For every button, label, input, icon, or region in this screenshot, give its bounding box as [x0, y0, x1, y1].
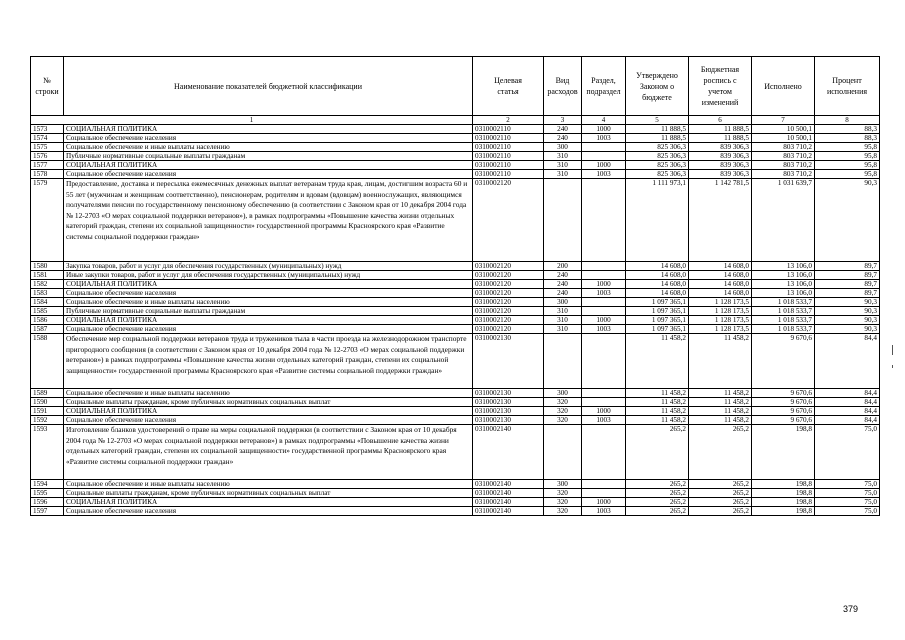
row-number: 1596 [31, 498, 64, 507]
indicator-name: Социальное обеспечение населения [64, 507, 473, 516]
table-row [31, 152, 880, 161]
header-row-number: № строки [31, 57, 64, 116]
row-number: 1589 [31, 389, 64, 398]
section-code: 1000 [582, 316, 626, 325]
executed-amount: 10 500,1 [752, 125, 815, 134]
edge-mark [892, 365, 893, 368]
execution-percent: 95,8 [815, 143, 880, 152]
plan-amount: 1 128 173,5 [689, 316, 752, 325]
expense-kind: 320 [544, 416, 582, 425]
execution-percent: 75,0 [815, 507, 880, 516]
target-article: 0310002110 [473, 134, 544, 143]
table-row [31, 271, 880, 280]
table-row [31, 416, 880, 425]
execution-percent: 89,7 [815, 280, 880, 289]
row-number: 1577 [31, 161, 64, 170]
table-header [31, 57, 880, 125]
plan-amount: 839 306,3 [689, 161, 752, 170]
header-section: Раздел, подраздел [582, 57, 626, 116]
plan-amount: 1 128 173,5 [689, 298, 752, 307]
executed-amount: 198,8 [752, 498, 815, 507]
header-indicator-name: Наименование показателей бюджетной классификации [64, 57, 473, 116]
budget-table [30, 56, 880, 516]
approved-amount: 11 888,5 [626, 125, 689, 134]
executed-amount: 803 710,2 [752, 170, 815, 179]
plan-amount: 265,2 [689, 425, 752, 480]
target-article: 0310002130 [473, 398, 544, 407]
executed-amount: 9 670,6 [752, 389, 815, 398]
section-code: 1003 [582, 416, 626, 425]
indicator-name: Социальное обеспечение населения [64, 170, 473, 179]
approved-amount: 265,2 [626, 425, 689, 480]
approved-amount: 265,2 [626, 507, 689, 516]
indicator-name: СОЦИАЛЬНАЯ ПОЛИТИКА [64, 316, 473, 325]
expense-kind: 300 [544, 143, 582, 152]
approved-amount: 265,2 [626, 480, 689, 489]
execution-percent: 89,7 [815, 271, 880, 280]
table-row [31, 143, 880, 152]
execution-percent: 75,0 [815, 489, 880, 498]
section-code: 1000 [582, 498, 626, 507]
executed-amount: 13 106,0 [752, 271, 815, 280]
expense-kind: 320 [544, 489, 582, 498]
section-code [582, 307, 626, 316]
header-executed: Исполнено [752, 57, 815, 116]
section-code [582, 143, 626, 152]
plan-amount: 265,2 [689, 498, 752, 507]
approved-amount: 1 097 365,1 [626, 298, 689, 307]
indicator-name: Социальные выплаты гражданам, кроме публичных нормативных социальных выплат [64, 398, 473, 407]
table-row [31, 507, 880, 516]
column-number: 1 [31, 116, 473, 125]
plan-amount: 265,2 [689, 480, 752, 489]
indicator-name: Закупка товаров, работ и услуг для обеспечения государственных (муниципальных) нужд [64, 262, 473, 271]
plan-amount: 11 458,2 [689, 398, 752, 407]
target-article: 0310002130 [473, 416, 544, 425]
section-code: 1000 [582, 125, 626, 134]
row-number: 1585 [31, 307, 64, 316]
indicator-name: Социальное обеспечение и иные выплаты населению [64, 298, 473, 307]
target-article: 0310002130 [473, 334, 544, 389]
section-code: 1003 [582, 289, 626, 298]
approved-amount: 265,2 [626, 489, 689, 498]
executed-amount: 1 018 533,7 [752, 307, 815, 316]
approved-amount: 14 608,0 [626, 271, 689, 280]
header-expense-kind: Вид расходов [544, 57, 582, 116]
indicator-name: СОЦИАЛЬНАЯ ПОЛИТИКА [64, 498, 473, 507]
plan-amount: 839 306,3 [689, 152, 752, 161]
plan-amount: 14 608,0 [689, 262, 752, 271]
execution-percent: 90,3 [815, 325, 880, 334]
approved-amount: 14 608,0 [626, 289, 689, 298]
target-article: 0310002140 [473, 489, 544, 498]
executed-amount: 10 500,1 [752, 134, 815, 143]
execution-percent: 95,8 [815, 152, 880, 161]
executed-amount: 803 710,2 [752, 161, 815, 170]
approved-amount: 11 888,5 [626, 134, 689, 143]
expense-kind [544, 334, 582, 389]
indicator-name: Социальное обеспечение и иные выплаты населению [64, 143, 473, 152]
section-code [582, 489, 626, 498]
expense-kind: 320 [544, 407, 582, 416]
row-number: 1583 [31, 289, 64, 298]
page-number: 379 [843, 604, 859, 614]
table-row [31, 316, 880, 325]
section-code [582, 262, 626, 271]
table-row [31, 325, 880, 334]
row-number: 1573 [31, 125, 64, 134]
expense-kind: 310 [544, 161, 582, 170]
section-code [582, 152, 626, 161]
execution-percent: 90,3 [815, 298, 880, 307]
row-number: 1587 [31, 325, 64, 334]
row-number: 1590 [31, 398, 64, 407]
table-row [31, 134, 880, 143]
target-article: 0310002110 [473, 152, 544, 161]
approved-amount: 11 458,2 [626, 389, 689, 398]
column-number: 8 [815, 116, 880, 125]
table-row [31, 398, 880, 407]
executed-amount: 198,8 [752, 480, 815, 489]
plan-amount: 1 128 173,5 [689, 325, 752, 334]
row-number: 1592 [31, 416, 64, 425]
section-code: 1000 [582, 161, 626, 170]
expense-kind: 300 [544, 480, 582, 489]
column-number-row [31, 116, 880, 125]
approved-amount: 825 306,3 [626, 143, 689, 152]
table-row [31, 389, 880, 398]
execution-percent: 84,4 [815, 416, 880, 425]
table-row [31, 170, 880, 179]
table-row [31, 179, 880, 262]
column-number: 6 [689, 116, 752, 125]
expense-kind: 300 [544, 298, 582, 307]
table-row [31, 425, 880, 480]
execution-percent: 95,8 [815, 161, 880, 170]
executed-amount: 803 710,2 [752, 152, 815, 161]
plan-amount: 11 458,2 [689, 407, 752, 416]
header-target-article: Целевая статья [473, 57, 544, 116]
approved-amount: 11 458,2 [626, 334, 689, 389]
section-code [582, 425, 626, 480]
target-article: 0310002130 [473, 389, 544, 398]
row-number: 1597 [31, 507, 64, 516]
execution-percent: 88,3 [815, 134, 880, 143]
budget-table-page [30, 56, 879, 516]
approved-amount: 825 306,3 [626, 152, 689, 161]
table-row [31, 489, 880, 498]
plan-amount: 11 458,2 [689, 389, 752, 398]
indicator-name: СОЦИАЛЬНАЯ ПОЛИТИКА [64, 280, 473, 289]
plan-amount: 265,2 [689, 489, 752, 498]
header-approved: Утверждено Законом о бюджете [626, 57, 689, 116]
section-code: 1003 [582, 134, 626, 143]
plan-amount: 265,2 [689, 507, 752, 516]
column-number: 2 [473, 116, 544, 125]
column-number: 3 [544, 116, 582, 125]
table-row [31, 498, 880, 507]
expense-kind: 320 [544, 507, 582, 516]
execution-percent: 84,4 [815, 334, 880, 389]
indicator-name: Иные закупки товаров, работ и услуг для обеспечения государственных (муниципальных) нужд [64, 271, 473, 280]
header-budget-plan: Бюджетная роспись с учетом изменений [689, 57, 752, 116]
plan-amount: 1 142 781,5 [689, 179, 752, 262]
expense-kind: 320 [544, 498, 582, 507]
indicator-name: Обеспечение мер социальной поддержки ветеранов труда и тружеников тыла в части проезда на железнодорожном транспорте пригородного сообщения (в соответствии с Законом края от 10 декабря 2004 года № 12-2703 «О мерах социальной поддержки ветеранов») в рамках подпрограммы «Повышение качества жизни отдельных категорий граждан, степени их социальной защищенности» государственной программы Красноярского края «Развитие системы социальной поддержки граждан» [64, 334, 473, 389]
expense-kind: 240 [544, 134, 582, 143]
executed-amount: 13 106,0 [752, 289, 815, 298]
table-row [31, 280, 880, 289]
indicator-name: Изготовление бланков удостоверений о праве на меры социальной поддержки (в соответствии с Законом края от 10 декабря 2004 года № 12-2703 «О мерах социальной поддержки ветеранов») в рамках подпрограммы «Повышение качества жизни отдельных категорий граждан, степени их социальной защищенности» государственной программы Красноярского края «Развитие системы социальной поддержки граждан» [64, 425, 473, 480]
expense-kind [544, 425, 582, 480]
executed-amount: 9 670,6 [752, 398, 815, 407]
section-code [582, 179, 626, 262]
executed-amount: 1 018 533,7 [752, 316, 815, 325]
plan-amount: 11 458,2 [689, 416, 752, 425]
expense-kind: 310 [544, 316, 582, 325]
execution-percent: 75,0 [815, 425, 880, 480]
indicator-name: Социальное обеспечение и иные выплаты населению [64, 389, 473, 398]
plan-amount: 839 306,3 [689, 170, 752, 179]
row-number: 1581 [31, 271, 64, 280]
plan-amount: 14 608,0 [689, 280, 752, 289]
execution-percent: 90,3 [815, 179, 880, 262]
header-percent: Процент исполнения [815, 57, 880, 116]
row-number: 1584 [31, 298, 64, 307]
execution-percent: 89,7 [815, 289, 880, 298]
section-code [582, 398, 626, 407]
approved-amount: 1 097 365,1 [626, 316, 689, 325]
section-code: 1000 [582, 280, 626, 289]
executed-amount: 1 018 533,7 [752, 325, 815, 334]
execution-percent: 89,7 [815, 262, 880, 271]
target-article: 0310002140 [473, 498, 544, 507]
executed-amount: 9 670,6 [752, 334, 815, 389]
table-row [31, 161, 880, 170]
expense-kind: 240 [544, 125, 582, 134]
indicator-name: Социальное обеспечение населения [64, 289, 473, 298]
expense-kind: 310 [544, 152, 582, 161]
target-article: 0310002110 [473, 161, 544, 170]
table-row [31, 480, 880, 489]
approved-amount: 11 458,2 [626, 398, 689, 407]
approved-amount: 11 458,2 [626, 407, 689, 416]
executed-amount: 13 106,0 [752, 262, 815, 271]
executed-amount: 198,8 [752, 507, 815, 516]
section-code [582, 271, 626, 280]
target-article: 0310002120 [473, 280, 544, 289]
executed-amount: 9 670,6 [752, 416, 815, 425]
target-article: 0310002120 [473, 179, 544, 262]
plan-amount: 839 306,3 [689, 143, 752, 152]
execution-percent: 75,0 [815, 498, 880, 507]
approved-amount: 1 097 365,1 [626, 307, 689, 316]
plan-amount: 11 888,5 [689, 134, 752, 143]
expense-kind: 240 [544, 280, 582, 289]
target-article: 0310002110 [473, 170, 544, 179]
execution-percent: 90,3 [815, 307, 880, 316]
expense-kind: 240 [544, 289, 582, 298]
target-article: 0310002120 [473, 298, 544, 307]
indicator-name: СОЦИАЛЬНАЯ ПОЛИТИКА [64, 407, 473, 416]
execution-percent: 84,4 [815, 398, 880, 407]
table-body [31, 125, 880, 516]
target-article: 0310002120 [473, 271, 544, 280]
approved-amount: 14 608,0 [626, 262, 689, 271]
approved-amount: 825 306,3 [626, 170, 689, 179]
target-article: 0310002140 [473, 425, 544, 480]
target-article: 0310002140 [473, 507, 544, 516]
executed-amount: 803 710,2 [752, 143, 815, 152]
executed-amount: 13 106,0 [752, 280, 815, 289]
row-number: 1594 [31, 480, 64, 489]
section-code [582, 389, 626, 398]
section-code: 1000 [582, 407, 626, 416]
table-row [31, 289, 880, 298]
column-number: 4 [582, 116, 626, 125]
target-article: 0310002120 [473, 325, 544, 334]
plan-amount: 11 888,5 [689, 125, 752, 134]
target-article: 0310002110 [473, 125, 544, 134]
expense-kind: 310 [544, 170, 582, 179]
expense-kind [544, 179, 582, 262]
target-article: 0310002120 [473, 262, 544, 271]
execution-percent: 95,8 [815, 170, 880, 179]
approved-amount: 825 306,3 [626, 161, 689, 170]
executed-amount: 198,8 [752, 489, 815, 498]
expense-kind: 300 [544, 389, 582, 398]
section-code: 1003 [582, 507, 626, 516]
execution-percent: 84,4 [815, 407, 880, 416]
approved-amount: 1 111 973,1 [626, 179, 689, 262]
indicator-name: Социальное обеспечение и иные выплаты населению [64, 480, 473, 489]
target-article: 0310002140 [473, 480, 544, 489]
row-number: 1586 [31, 316, 64, 325]
plan-amount: 14 608,0 [689, 271, 752, 280]
row-number: 1595 [31, 489, 64, 498]
indicator-name: Социальное обеспечение населения [64, 416, 473, 425]
plan-amount: 11 458,2 [689, 334, 752, 389]
expense-kind: 320 [544, 398, 582, 407]
execution-percent: 75,0 [815, 480, 880, 489]
row-number: 1591 [31, 407, 64, 416]
expense-kind: 310 [544, 325, 582, 334]
edge-mark [892, 345, 893, 355]
plan-amount: 14 608,0 [689, 289, 752, 298]
approved-amount: 14 608,0 [626, 280, 689, 289]
section-code [582, 334, 626, 389]
row-number: 1579 [31, 179, 64, 262]
table-row [31, 125, 880, 134]
target-article: 0310002120 [473, 307, 544, 316]
executed-amount: 9 670,6 [752, 407, 815, 416]
row-number: 1582 [31, 280, 64, 289]
column-number: 5 [626, 116, 689, 125]
section-code [582, 298, 626, 307]
indicator-name: СОЦИАЛЬНАЯ ПОЛИТИКА [64, 161, 473, 170]
row-number: 1578 [31, 170, 64, 179]
table-row [31, 334, 880, 389]
executed-amount: 198,8 [752, 425, 815, 480]
approved-amount: 1 097 365,1 [626, 325, 689, 334]
section-code: 1003 [582, 170, 626, 179]
table-row [31, 307, 880, 316]
executed-amount: 1 031 639,7 [752, 179, 815, 262]
row-number: 1574 [31, 134, 64, 143]
executed-amount: 1 018 533,7 [752, 298, 815, 307]
row-number: 1593 [31, 425, 64, 480]
row-number: 1576 [31, 152, 64, 161]
indicator-name: Публичные нормативные социальные выплаты гражданам [64, 152, 473, 161]
column-number: 7 [752, 116, 815, 125]
table-row [31, 298, 880, 307]
section-code [582, 480, 626, 489]
execution-percent: 90,3 [815, 316, 880, 325]
expense-kind: 200 [544, 262, 582, 271]
target-article: 0310002120 [473, 316, 544, 325]
table-row [31, 262, 880, 271]
approved-amount: 11 458,2 [626, 416, 689, 425]
row-number: 1575 [31, 143, 64, 152]
row-number: 1580 [31, 262, 64, 271]
table-row [31, 407, 880, 416]
indicator-name: Социальное обеспечение населения [64, 134, 473, 143]
section-code: 1003 [582, 325, 626, 334]
indicator-name: Социальные выплаты гражданам, кроме публичных нормативных социальных выплат [64, 489, 473, 498]
indicator-name: Предоставление, доставка и пересылка ежемесячных денежных выплат ветеранам труда края, лицам, достигшим возраста 60 и 55 лет (мужчинам и женщинам соответственно), пенсионерам, родителям и вдовам (вдовцам) военнослужащих, являющимся получателями пенсии по государственному пенсионному обеспечению (в соответствии с Законом края от 10 декабря 2004 года № 12-2703 «О мерах социальной поддержки ветеранов»), в рамках подпрограммы «Повышение качества жизни отдельных категорий граждан, степени их социальной защищенности» государственной программы Красноярского края «Развитие системы социальной поддержки граждан» [64, 179, 473, 262]
expense-kind: 240 [544, 271, 582, 280]
indicator-name: Публичные нормативные социальные выплаты гражданам [64, 307, 473, 316]
target-article: 0310002110 [473, 143, 544, 152]
plan-amount: 1 128 173,5 [689, 307, 752, 316]
expense-kind: 310 [544, 307, 582, 316]
approved-amount: 265,2 [626, 498, 689, 507]
row-number: 1588 [31, 334, 64, 389]
indicator-name: СОЦИАЛЬНАЯ ПОЛИТИКА [64, 125, 473, 134]
execution-percent: 84,4 [815, 389, 880, 398]
target-article: 0310002120 [473, 289, 544, 298]
indicator-name: Социальное обеспечение населения [64, 325, 473, 334]
target-article: 0310002130 [473, 407, 544, 416]
execution-percent: 88,3 [815, 125, 880, 134]
